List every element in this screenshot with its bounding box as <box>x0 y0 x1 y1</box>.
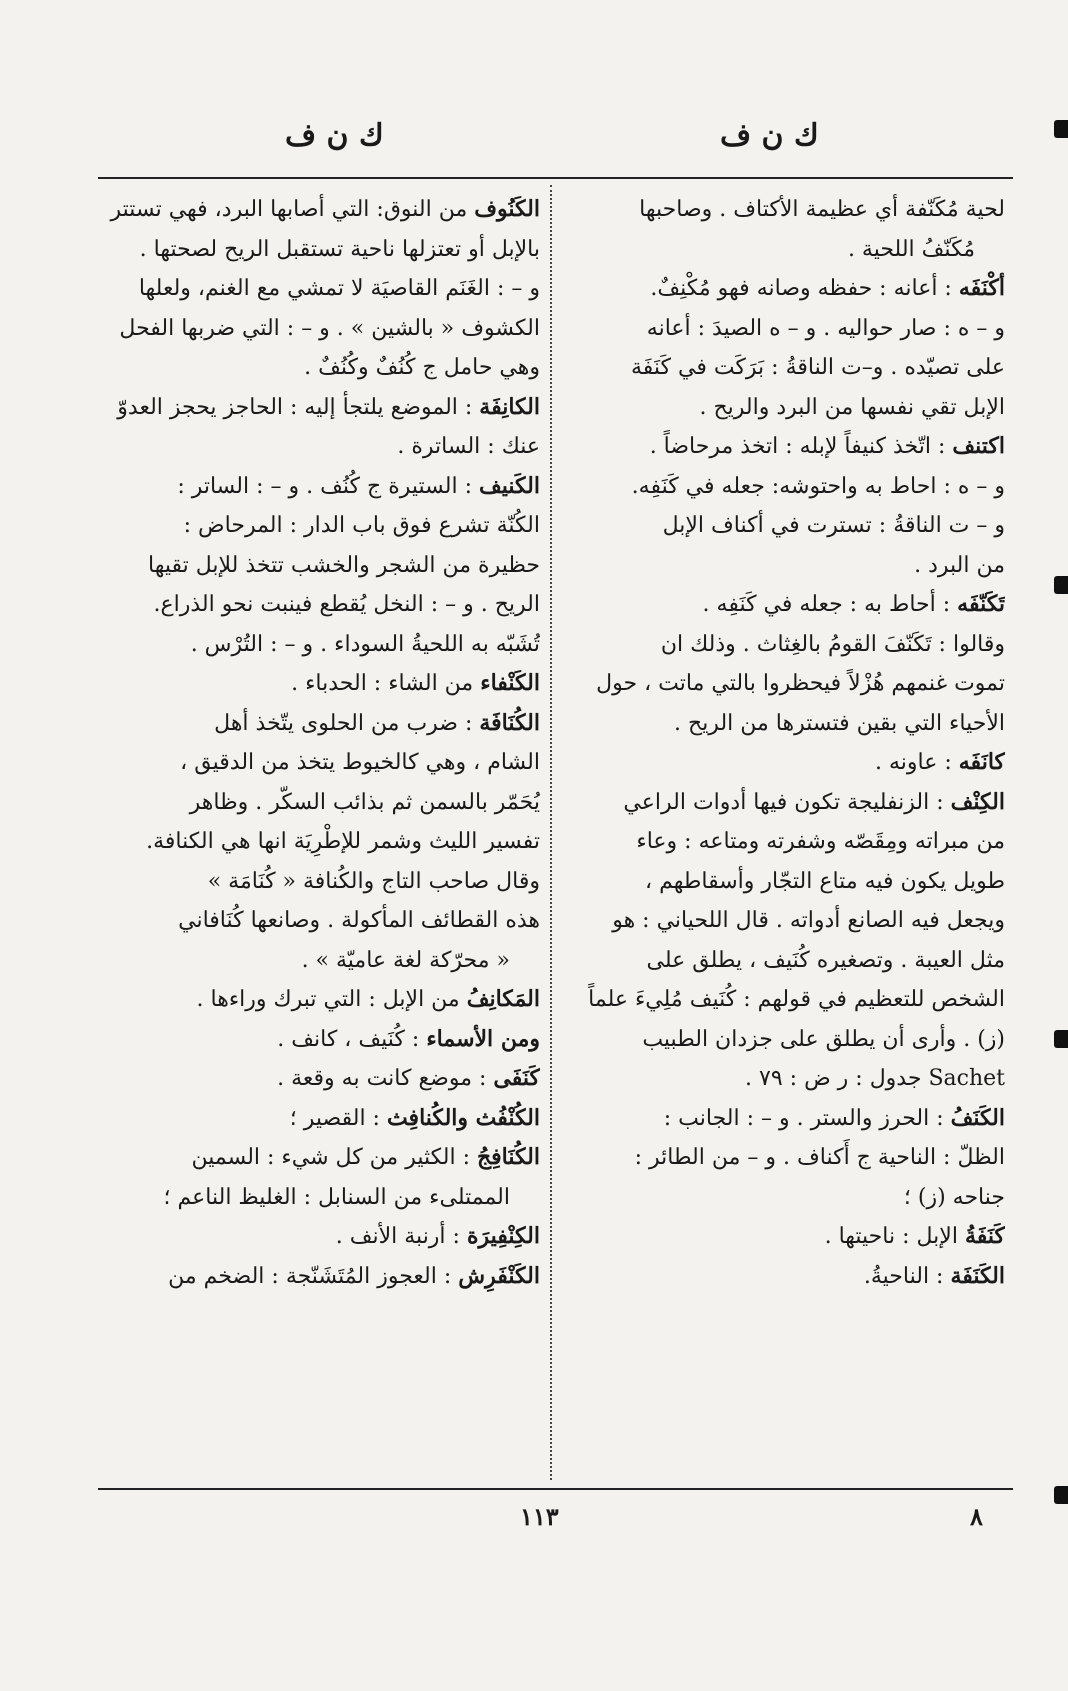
headword: اكتنف <box>952 433 1005 459</box>
definition-text: و – ه : صار حواليه . و – ه الصيدَ : أعانه <box>646 315 1005 341</box>
definition-text: : الموضع يلتجأ إليه : الحاجز يحجز العدوّ <box>117 394 480 420</box>
entry-line <box>100 862 540 902</box>
headword: الكِنْفِيرَة <box>466 1223 540 1249</box>
definition-text: الريح . و – : النخل يُقطع فينبت نحو الذراع. <box>153 592 540 617</box>
entry-line <box>100 822 540 862</box>
entry-line <box>565 309 1005 349</box>
entry-line <box>565 1099 1005 1139</box>
definition-text: وقالوا : تَكَنّفَ القومُ بالغِثاث . وذلك ان <box>660 631 1005 657</box>
entry-line <box>100 980 540 1020</box>
definition-text: مثل العيبة . وتصغيره كُنَيف ، يطلق على <box>646 947 1005 973</box>
entry-line <box>565 822 1005 862</box>
entry-line <box>100 625 540 665</box>
definition-text: وقال صاحب التاج والكُنافة « كُنَامَة » <box>207 868 540 894</box>
entry-line <box>565 388 1005 428</box>
entry-line <box>100 1138 540 1178</box>
headword: الكُنَافِجُ <box>476 1144 540 1170</box>
definition-text: : القصير ؛ <box>289 1105 387 1131</box>
entry-line <box>100 743 540 783</box>
headword: كَنَفَةُ <box>964 1223 1005 1249</box>
entry-line <box>565 546 1005 586</box>
definition-text: هذه القطائف المأكولة . وصانعها كُنَافاني <box>178 908 540 933</box>
entry-line <box>100 348 540 388</box>
definition-text: Sachet جدول : ر ض : ٧٩ . <box>745 1066 1005 1091</box>
entry-line <box>565 783 1005 823</box>
definition-text: الإبل تقي نفسها من البرد والريح . <box>699 394 1005 420</box>
definition-text: : الناحيةُ. <box>863 1263 951 1289</box>
entry-line <box>100 230 540 270</box>
definition-text: جناحه (ز) ؛ <box>903 1184 1005 1210</box>
edge-mark <box>1054 1030 1068 1048</box>
definition-text: و – : الغَنَم القاصيَة لا تمشي مع الغنم، ولعلها <box>138 276 540 301</box>
definition-text: تُشَبّه به اللحيةُ السوداء . و – : التُرْس . <box>190 631 540 657</box>
edge-mark <box>1054 1486 1068 1504</box>
definition-text: تموت غنمهم هُزْلاً فيحظروا بالتي ماتت ، حول <box>596 671 1005 696</box>
entry-line <box>100 1020 540 1060</box>
entry-line <box>565 1059 1005 1099</box>
entry-line <box>100 546 540 586</box>
definition-text: (ز) . وأرى أن يطلق على جزدان الطبيب <box>642 1026 1005 1052</box>
entry-line <box>565 901 1005 941</box>
definition-text: من الشاء : الحدباء . <box>291 671 481 696</box>
entry-line <box>100 190 540 230</box>
definition-text: الكشوف « بالشين » . و – : التي ضربها الفحل <box>119 315 540 341</box>
definition-text: : أرنبة الأنف . <box>335 1224 467 1249</box>
definition-text: تفسير الليث وشمر للإطْرِيَة انها هي الكنافة. <box>146 829 540 854</box>
entry-line <box>565 625 1005 665</box>
headword: الكَنيف <box>478 472 540 499</box>
definition-text: : العجوز المُتَشَنّجة : الضخم من <box>168 1263 459 1289</box>
definition-text: بالإبل أو تعتزلها ناحية تستقبل الريح لصحتها . <box>139 236 540 262</box>
entry-line <box>565 743 1005 783</box>
entry-line <box>565 862 1005 902</box>
definition-text: الظلّ : الناحية ج أَكناف . و – من الطائر : <box>634 1145 1005 1170</box>
entry-line <box>565 1217 1005 1257</box>
definition-text: الكُنّة تشرع فوق باب الدار : المرحاض : <box>183 513 540 538</box>
entry-line <box>565 664 1005 704</box>
definition-text: الشام ، وهي كالخيوط يتخذ من الدقيق ، <box>180 750 540 775</box>
definition-text: يُحَمّر بالسمن ثم بذائب السكّر . وظاهر <box>189 789 540 815</box>
definition-text: طويل يكون فيه متاع التجّار وأسقاطهم ، <box>645 868 1005 894</box>
entry-line <box>565 467 1005 507</box>
entry-line <box>100 1257 540 1297</box>
edge-mark <box>1054 120 1068 138</box>
entry-line <box>100 585 540 625</box>
headword: كَنَفَى <box>493 1065 540 1091</box>
edge-mark <box>1054 576 1068 594</box>
definition-text: : اتّخذ كنيفاً لإبله : اتخذ مرحاضاً . <box>649 434 953 459</box>
definition-text: الممتلىء من السنابل : الغليظ الناعم ؛ <box>163 1184 510 1210</box>
entry-line <box>100 1178 540 1218</box>
headword: الكَنَفَة <box>950 1262 1005 1289</box>
entry-line <box>565 348 1005 388</box>
headword: ومن الأسماء <box>426 1025 540 1052</box>
headword: أكْنَفَه <box>958 275 1005 301</box>
entry-line <box>100 1099 540 1139</box>
entry-line <box>565 190 1005 230</box>
definition-text: عنك : الساترة . <box>397 434 540 459</box>
entry-line <box>100 309 540 349</box>
entry-line <box>100 269 540 309</box>
entry-line <box>100 467 540 507</box>
headword: الكُنْفُث والكُنافِث <box>386 1104 540 1131</box>
definition-text: وهي حامل ج كُنُفٌ وكُنُفٌ . <box>304 355 540 380</box>
definition-text: : الزنفليجة تكون فيها أدوات الراعي <box>623 789 951 815</box>
headword: تَكَنّفَه <box>957 591 1005 617</box>
entry-line <box>100 506 540 546</box>
definition-text: : أعانه : حفظه وصانه فهو مُكْنِفٌ. <box>650 276 959 301</box>
definition-text: من النوق: التي أصابها البرد، فهي تستتر <box>110 197 475 222</box>
definition-text: « محرّكة لغة عاميّة » . <box>301 947 510 973</box>
definition-text: : الحرز والستر . و – : الجانب : <box>663 1105 951 1131</box>
entry-line <box>565 980 1005 1020</box>
entry-line <box>100 783 540 823</box>
definition-text: الإبل : ناحيتها . <box>824 1224 965 1249</box>
left-column <box>100 190 540 1296</box>
signature-number: ٨ <box>970 1502 983 1531</box>
definition-text: الأحياء التي بقين فتسترها من الريح . <box>674 710 1005 736</box>
page-number: ١١٣ <box>520 1502 559 1531</box>
definition-text: : أحاط به : جعله في كَنَفِه . <box>702 592 958 617</box>
definition-text: الشخص للتعظيم في قولهم : كُنَيف مُلِيءَ علماً <box>588 987 1005 1012</box>
bottom-rule <box>98 1488 1013 1490</box>
definition-text: : الكثير من كل شيء : السمين <box>191 1145 477 1170</box>
definition-text: من مبراته ومِقَصّه وشفرته ومتاعه : وعاء <box>636 829 1005 854</box>
headword: كانَفَه <box>958 749 1005 775</box>
entry-line <box>565 941 1005 981</box>
entry-line <box>565 1178 1005 1218</box>
headword: الكِنْف <box>950 788 1005 815</box>
entry-line <box>100 388 540 428</box>
definition-text: : ضرب من الحلوى يتّخذ أهل <box>214 710 480 736</box>
definition-text: ويجعل فيه الصانع أدواته . قال اللحياني : هو <box>612 908 1005 933</box>
entry-line <box>100 704 540 744</box>
entry-line <box>565 1257 1005 1297</box>
entry-line <box>565 704 1005 744</box>
definition-text: و – ت الناقةُ : تسترت في أكناف الإبل <box>662 513 1005 538</box>
definition-text: : عاونه . <box>875 750 959 775</box>
right-column <box>565 190 1005 1296</box>
left-column-header: ك ن ف <box>285 118 384 153</box>
definition-text: : كُنَيف ، كانف . <box>277 1026 427 1052</box>
top-rule <box>98 177 1013 179</box>
headword: الكُنَافَة <box>479 709 540 736</box>
definition-text: : الستيرة ج كُنُف . و – : الساتر : <box>177 473 479 499</box>
entry-line <box>100 1059 540 1099</box>
entry-line <box>100 901 540 941</box>
headword: الكَنْفاء <box>480 670 540 696</box>
definition-text: و – ه : احاط به واحتوشه: جعله في كَنَفِه. <box>631 473 1005 499</box>
column-divider <box>550 185 552 1480</box>
definition-text: : موضع كانت به وقعة . <box>277 1066 494 1091</box>
entry-line <box>565 427 1005 467</box>
right-column-header: ك ن ف <box>720 118 819 153</box>
definition-text: لحية مُكَنّفة أي عظيمة الأكتاف . وصاحبها <box>639 197 1005 222</box>
entry-line <box>100 664 540 704</box>
definition-text: مُكَنّفُ اللحية . <box>847 236 975 262</box>
entry-line <box>565 269 1005 309</box>
entry-line <box>565 1138 1005 1178</box>
entry-line <box>100 1217 540 1257</box>
entry-line <box>100 427 540 467</box>
definition-text: من الإبل : التي تبرك وراءها . <box>196 987 467 1012</box>
definition-text: على تصيّده . و–ت الناقةُ : بَرَكَت في كَنَفَة <box>630 355 1005 380</box>
entry-line <box>565 1020 1005 1060</box>
entry-line <box>565 506 1005 546</box>
headword: الكانِفَة <box>479 393 540 420</box>
headword: الكَنُوف <box>474 196 540 222</box>
definition-text: حظيرة من الشجر والخشب تتخذ للإبل تقيها <box>148 552 540 578</box>
headword: الكَنَفُ <box>950 1104 1005 1131</box>
entry-line <box>565 230 1005 270</box>
headword: المَكانِفُ <box>466 986 540 1012</box>
entry-line <box>100 941 540 981</box>
entry-line <box>565 585 1005 625</box>
definition-text: من البرد . <box>914 552 1005 578</box>
headword: الكَنْفَرِش <box>458 1262 540 1289</box>
